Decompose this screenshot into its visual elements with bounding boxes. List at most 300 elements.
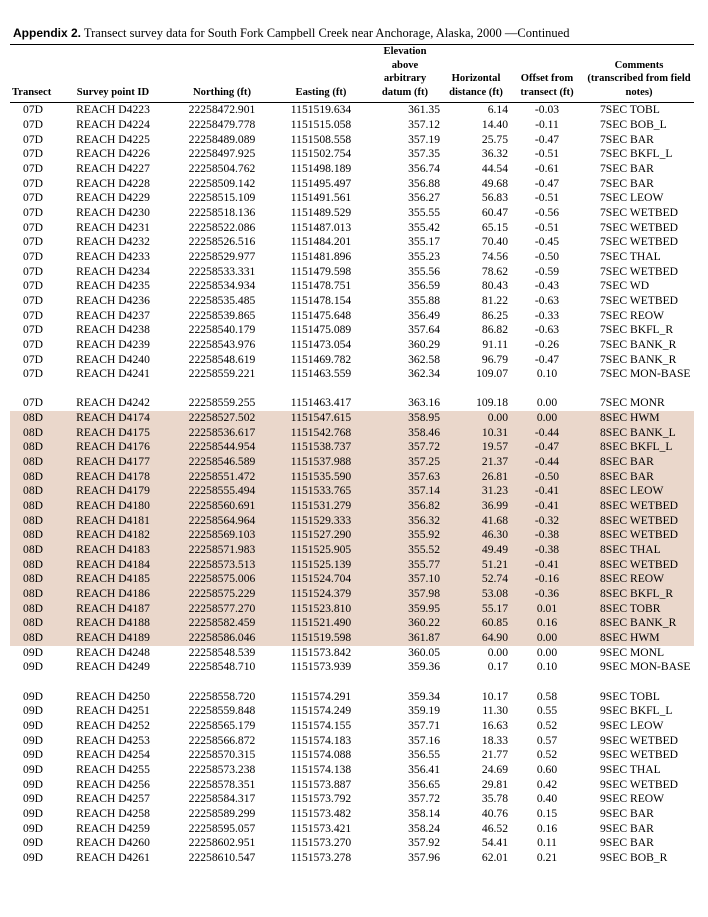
offset-cell: -0.47 — [534, 352, 560, 366]
horizontal-distance-cell: 6.14 — [487, 103, 508, 117]
northing-cell: 22258569.103 — [170, 528, 274, 543]
comment-cell: 9SEC BAR — [600, 836, 654, 850]
transect-cell: 09D — [23, 850, 43, 864]
easting-cell: 1151495.497 — [290, 176, 352, 190]
offset-cell: -0.50 — [510, 470, 584, 485]
table-row — [10, 470, 694, 485]
survey-point-cell: REACH D4255 — [76, 762, 150, 776]
table-row — [10, 162, 694, 177]
elevation-cell: 356.59 — [408, 279, 440, 293]
header-transect: Transect — [10, 45, 56, 103]
northing-cell: 22258555.494 — [170, 484, 274, 499]
table-row — [10, 704, 694, 719]
comment-cell: 7SEC THAL — [600, 249, 661, 263]
easting-cell: 1151473.054 — [290, 337, 352, 351]
easting-cell: 1151523.810 — [274, 602, 368, 617]
easting-cell: 1151533.765 — [274, 484, 368, 499]
northing-cell: 22258543.976 — [188, 337, 256, 351]
horizontal-distance-cell: 46.30 — [442, 528, 510, 543]
easting-cell: 1151502.754 — [290, 147, 352, 161]
offset-cell: 0.01 — [510, 602, 584, 617]
survey-point-cell: REACH D4175 — [56, 426, 170, 441]
offset-cell: 0.42 — [536, 777, 558, 791]
comment-cell: 7SEC WETBED — [600, 264, 679, 278]
elevation-cell: 357.72 — [368, 440, 442, 455]
table-row — [10, 221, 694, 236]
comment-cell: 9SEC BAR — [600, 806, 654, 820]
horizontal-distance-cell: 86.25 — [481, 308, 508, 322]
table-row — [10, 807, 694, 822]
elevation-cell: 358.46 — [368, 426, 442, 441]
easting-cell: 1151519.634 — [290, 103, 352, 117]
northing-cell: 22258566.872 — [188, 733, 256, 747]
transect-cell: 08D — [10, 411, 56, 426]
survey-point-cell: REACH D4182 — [56, 528, 170, 543]
survey-point-cell: REACH D4188 — [56, 616, 170, 631]
easting-cell: 1151481.896 — [290, 249, 352, 263]
northing-cell: 22258575.229 — [170, 587, 274, 602]
horizontal-distance-cell: 60.47 — [481, 205, 508, 219]
horizontal-distance-cell: 36.99 — [442, 499, 510, 514]
easting-cell: 1151515.058 — [290, 118, 352, 132]
header-offset: Offset from transect (ft) — [510, 45, 584, 103]
northing-cell: 22258522.086 — [188, 220, 256, 234]
transect-cell: 08D — [10, 558, 56, 573]
offset-cell: -0.03 — [534, 103, 560, 117]
survey-point-cell: REACH D4176 — [56, 440, 170, 455]
survey-point-cell: REACH D4229 — [76, 191, 150, 205]
offset-cell: -0.38 — [510, 528, 584, 543]
comment-cell: 7SEC BAR — [600, 176, 654, 190]
horizontal-distance-cell: 91.11 — [482, 337, 508, 351]
offset-cell: -0.43 — [534, 279, 560, 293]
horizontal-distance-cell: 86.82 — [481, 323, 508, 337]
elevation-cell: 359.34 — [408, 689, 440, 703]
offset-cell: 0.10 — [536, 660, 558, 674]
survey-point-cell: REACH D4236 — [76, 293, 150, 307]
transect-cell: 07D — [23, 176, 43, 190]
elevation-cell: 355.77 — [368, 558, 442, 573]
survey-point-cell: REACH D4260 — [76, 836, 150, 850]
horizontal-distance-cell: 0.00 — [442, 411, 510, 426]
comment-cell: 9SEC MON-BASE — [600, 660, 691, 674]
horizontal-distance-cell: 19.57 — [442, 440, 510, 455]
table-row — [10, 103, 694, 118]
northing-cell: 22258577.270 — [170, 602, 274, 617]
offset-cell: -0.63 — [534, 293, 560, 307]
survey-point-cell: REACH D4237 — [76, 308, 150, 322]
elevation-cell: 362.58 — [408, 352, 440, 366]
comment-cell: 7SEC LEOW — [600, 191, 664, 205]
table-row — [10, 279, 694, 294]
easting-cell: 1151521.490 — [274, 616, 368, 631]
easting-cell: 1151478.154 — [290, 293, 352, 307]
transect-cell: 09D — [23, 821, 43, 835]
northing-cell: 22258584.317 — [188, 792, 256, 806]
horizontal-distance-cell: 10.31 — [442, 426, 510, 441]
offset-cell: -0.47 — [510, 440, 584, 455]
comment-cell: 7SEC MON-BASE — [600, 367, 691, 381]
elevation-cell: 361.35 — [408, 103, 440, 117]
offset-cell: -0.44 — [510, 426, 584, 441]
horizontal-distance-cell: 40.76 — [481, 806, 508, 820]
offset-cell: -0.51 — [534, 220, 560, 234]
easting-cell: 1151573.792 — [290, 792, 352, 806]
survey-point-cell: REACH D4239 — [76, 337, 150, 351]
transect-survey-table — [10, 44, 694, 865]
transect-cell: 09D — [23, 836, 43, 850]
northing-cell: 22258479.778 — [188, 118, 256, 132]
northing-cell: 22258540.179 — [188, 323, 256, 337]
transect-cell: 08D — [10, 528, 56, 543]
survey-point-cell: REACH D4231 — [76, 220, 150, 234]
offset-cell: 0.60 — [536, 762, 558, 776]
easting-cell: 1151573.278 — [290, 850, 352, 864]
survey-point-cell: REACH D4189 — [56, 631, 170, 646]
horizontal-distance-cell: 24.69 — [481, 762, 508, 776]
elevation-cell: 355.55 — [408, 205, 440, 219]
northing-cell: 22258559.255 — [188, 396, 256, 410]
elevation-cell: 356.32 — [368, 514, 442, 529]
header-survey-point: Survey point ID — [56, 45, 170, 103]
easting-cell: 1151498.189 — [290, 162, 352, 175]
horizontal-distance-cell: 46.52 — [481, 821, 508, 835]
elevation-cell: 357.16 — [408, 733, 440, 747]
transect-cell: 08D — [10, 484, 56, 499]
comment-cell: 7SEC BOB_L — [600, 118, 667, 132]
comment-cell: 9SEC MONL — [600, 645, 665, 659]
easting-cell: 1151542.768 — [274, 426, 368, 441]
transect-cell: 07D — [23, 308, 43, 322]
comment-cell: 8SEC BANK_R — [584, 616, 694, 631]
northing-cell: 22258548.710 — [188, 660, 256, 674]
easting-cell: 1151538.737 — [274, 440, 368, 455]
survey-point-cell: REACH D4261 — [76, 850, 150, 864]
easting-cell: 1151475.648 — [290, 308, 352, 322]
elevation-cell: 356.74 — [408, 162, 440, 175]
northing-cell: 22258573.238 — [188, 762, 256, 776]
transect-cell: 09D — [23, 718, 43, 732]
table-row — [10, 631, 694, 646]
northing-cell: 22258595.057 — [188, 821, 256, 835]
offset-cell: -0.11 — [535, 118, 559, 132]
horizontal-distance-cell: 109.07 — [476, 367, 508, 381]
easting-cell: 1151573.887 — [290, 777, 352, 791]
transect-cell: 08D — [10, 455, 56, 470]
survey-point-cell: REACH D4249 — [76, 660, 150, 674]
easting-cell: 1151573.482 — [290, 806, 352, 820]
elevation-cell: 356.88 — [408, 176, 440, 190]
survey-point-cell: REACH D4178 — [56, 470, 170, 485]
horizontal-distance-cell: 21.77 — [481, 748, 508, 762]
elevation-cell: 360.29 — [408, 337, 440, 351]
table-row — [10, 602, 694, 617]
northing-cell: 22258571.983 — [170, 543, 274, 558]
transect-cell: 07D — [23, 103, 43, 117]
table-row — [10, 543, 694, 558]
comment-cell: 8SEC LEOW — [584, 484, 694, 499]
easting-cell: 1151463.559 — [290, 367, 352, 381]
comment-cell: 8SEC WETBED — [584, 558, 694, 573]
offset-cell: -0.41 — [510, 484, 584, 499]
table-row — [10, 455, 694, 470]
easting-cell: 1151547.615 — [274, 411, 368, 426]
transect-cell: 09D — [23, 660, 43, 674]
survey-point-cell: REACH D4174 — [56, 411, 170, 426]
transect-cell: 08D — [10, 543, 56, 558]
table-row — [10, 353, 694, 368]
header-horizontal-distance: Horizontal distance (ft) — [442, 45, 510, 103]
offset-cell: -0.63 — [534, 323, 560, 337]
northing-cell: 22258548.619 — [188, 352, 256, 366]
comment-cell: 9SEC TOBL — [600, 689, 660, 703]
offset-cell: -0.56 — [534, 205, 560, 219]
horizontal-distance-cell: 35.78 — [481, 792, 508, 806]
northing-cell: 22258497.925 — [188, 147, 256, 161]
table-row — [10, 660, 694, 689]
table-row — [10, 411, 694, 426]
survey-point-cell: REACH D4179 — [56, 484, 170, 499]
transect-cell: 09D — [23, 689, 43, 703]
survey-point-cell: REACH D4223 — [76, 103, 150, 117]
elevation-cell: 358.95 — [368, 411, 442, 426]
comment-cell: 9SEC WETBED — [600, 748, 679, 762]
transect-cell: 07D — [23, 205, 43, 219]
northing-cell: 22258504.762 — [188, 162, 256, 175]
northing-cell: 22258589.299 — [188, 806, 256, 820]
horizontal-distance-cell: 41.68 — [442, 514, 510, 529]
transect-cell: 09D — [23, 704, 43, 718]
offset-cell: 0.16 — [510, 616, 584, 631]
table-row — [10, 851, 694, 866]
easting-cell: 1151574.155 — [290, 718, 352, 732]
comment-cell: 8SEC WETBED — [584, 499, 694, 514]
comment-cell: 9SEC WETBED — [600, 733, 679, 747]
offset-cell: 0.10 — [536, 367, 558, 381]
table-row — [10, 177, 694, 192]
offset-cell: 0.55 — [536, 704, 558, 718]
comment-cell: 8SEC WETBED — [584, 514, 694, 529]
easting-cell: 1151531.279 — [274, 499, 368, 514]
table-row — [10, 367, 694, 396]
elevation-cell: 360.05 — [408, 645, 440, 659]
horizontal-distance-cell: 65.15 — [481, 220, 508, 234]
transect-cell: 07D — [23, 162, 43, 175]
offset-cell: -0.51 — [534, 191, 560, 205]
easting-cell: 1151491.561 — [290, 191, 352, 205]
table-row — [10, 572, 694, 587]
horizontal-distance-cell: 29.81 — [481, 777, 508, 791]
elevation-cell: 357.12 — [408, 118, 440, 132]
easting-cell: 1151574.088 — [290, 748, 352, 762]
easting-cell: 1151573.939 — [290, 660, 352, 674]
survey-point-cell: REACH D4186 — [56, 587, 170, 602]
table-row — [10, 792, 694, 807]
offset-cell: 0.00 — [510, 631, 584, 646]
elevation-cell: 357.35 — [408, 147, 440, 161]
comment-cell: 8SEC WETBED — [584, 528, 694, 543]
horizontal-distance-cell: 16.63 — [481, 718, 508, 732]
comment-cell: 7SEC BAR — [600, 132, 654, 146]
horizontal-distance-cell: 26.81 — [442, 470, 510, 485]
survey-point-cell: REACH D4257 — [76, 792, 150, 806]
northing-cell: 22258533.331 — [188, 264, 256, 278]
easting-cell: 1151574.249 — [290, 704, 352, 718]
elevation-cell: 357.92 — [408, 836, 440, 850]
table-row — [10, 822, 694, 837]
title-text: Transect survey data for South Fork Campbell Creek near Anchorage, Alaska, 2000 —Continued — [83, 26, 570, 40]
transect-cell: 07D — [23, 396, 43, 410]
horizontal-distance-cell: 109.18 — [476, 396, 508, 410]
horizontal-distance-cell: 21.37 — [442, 455, 510, 470]
survey-point-cell: REACH D4238 — [76, 323, 150, 337]
elevation-cell: 357.10 — [368, 572, 442, 587]
elevation-cell: 356.55 — [408, 748, 440, 762]
transect-cell: 07D — [23, 249, 43, 263]
northing-cell: 22258565.179 — [188, 718, 256, 732]
elevation-cell: 357.19 — [408, 132, 440, 146]
offset-cell: 0.16 — [536, 821, 558, 835]
comment-cell: 7SEC BANK_R — [600, 352, 677, 366]
northing-cell: 22258544.954 — [170, 440, 274, 455]
elevation-cell: 357.64 — [408, 323, 440, 337]
transect-cell: 07D — [23, 352, 43, 366]
elevation-cell: 356.82 — [368, 499, 442, 514]
horizontal-distance-cell: 0.00 — [487, 645, 508, 659]
easting-cell: 1151537.988 — [274, 455, 368, 470]
northing-cell: 22258575.006 — [170, 572, 274, 587]
table-row — [10, 499, 694, 514]
table-row — [10, 528, 694, 543]
elevation-cell: 355.92 — [368, 528, 442, 543]
horizontal-distance-cell: 44.54 — [481, 162, 508, 175]
table-row — [10, 778, 694, 793]
elevation-cell: 361.87 — [368, 631, 442, 646]
northing-cell: 22258551.472 — [170, 470, 274, 485]
elevation-cell: 355.23 — [408, 249, 440, 263]
elevation-cell: 359.95 — [368, 602, 442, 617]
table-body — [10, 103, 694, 866]
horizontal-distance-cell: 18.33 — [481, 733, 508, 747]
elevation-cell: 355.17 — [408, 235, 440, 249]
survey-point-cell: REACH D4235 — [76, 279, 150, 293]
northing-cell: 22258582.459 — [170, 616, 274, 631]
transect-cell: 07D — [23, 118, 43, 132]
transect-cell: 07D — [23, 264, 43, 278]
easting-cell: 1151529.333 — [274, 514, 368, 529]
offset-cell: -0.59 — [534, 264, 560, 278]
table-row — [10, 763, 694, 778]
comment-cell: 7SEC WETBED — [600, 293, 679, 307]
survey-point-cell: REACH D4225 — [76, 132, 150, 146]
transect-cell: 07D — [23, 337, 43, 351]
table-row — [10, 235, 694, 250]
survey-point-cell: REACH D4240 — [76, 352, 150, 366]
table-row — [10, 690, 694, 705]
northing-cell: 22258518.136 — [188, 205, 256, 219]
northing-cell: 22258559.221 — [188, 367, 256, 381]
offset-cell: 0.52 — [536, 748, 558, 762]
comment-cell: 7SEC BAR — [600, 162, 654, 175]
transect-cell: 08D — [10, 470, 56, 485]
elevation-cell: 356.65 — [408, 777, 440, 791]
survey-point-cell: REACH D4232 — [76, 235, 150, 249]
table-row — [10, 206, 694, 221]
northing-cell: 22258578.351 — [188, 777, 256, 791]
transect-cell: 07D — [23, 279, 43, 293]
offset-cell: -0.33 — [534, 308, 560, 322]
easting-cell: 1151574.138 — [290, 762, 352, 776]
comment-cell: 8SEC REOW — [584, 572, 694, 587]
transect-cell: 07D — [23, 191, 43, 205]
table-row — [10, 587, 694, 602]
survey-point-cell: REACH D4241 — [76, 367, 150, 381]
offset-cell: -0.47 — [534, 132, 560, 146]
elevation-cell: 357.98 — [368, 587, 442, 602]
table-row — [10, 323, 694, 338]
survey-point-cell: REACH D4230 — [76, 205, 150, 219]
transect-cell: 08D — [10, 602, 56, 617]
comment-cell: 7SEC MONR — [600, 396, 665, 410]
comment-cell: 7SEC WETBED — [600, 235, 679, 249]
northing-cell: 22258489.089 — [188, 132, 256, 146]
horizontal-distance-cell: 96.79 — [481, 352, 508, 366]
horizontal-distance-cell: 31.23 — [442, 484, 510, 499]
easting-cell: 1151478.751 — [290, 279, 352, 293]
survey-point-cell: REACH D4258 — [76, 806, 150, 820]
northing-cell: 22258546.589 — [170, 455, 274, 470]
comment-cell: 8SEC THAL — [584, 543, 694, 558]
offset-cell: 0.40 — [536, 792, 558, 806]
transect-cell: 07D — [23, 235, 43, 249]
appendix-label: Appendix 2. — [13, 26, 82, 40]
survey-point-cell: REACH D4183 — [56, 543, 170, 558]
transect-cell: 08D — [10, 426, 56, 441]
comment-cell: 7SEC BKFL_L — [600, 147, 673, 161]
easting-cell: 1151489.529 — [290, 205, 352, 219]
northing-cell: 22258559.848 — [188, 704, 256, 718]
survey-point-cell: REACH D4226 — [76, 147, 150, 161]
offset-cell: -0.26 — [534, 337, 560, 351]
transect-cell: 07D — [23, 293, 43, 307]
offset-cell: -0.41 — [510, 499, 584, 514]
northing-cell: 22258548.539 — [188, 645, 256, 659]
comment-cell: 7SEC TOBL — [600, 103, 660, 117]
survey-point-cell: REACH D4224 — [76, 118, 150, 132]
northing-cell: 22258472.901 — [188, 103, 256, 117]
horizontal-distance-cell: 55.17 — [442, 602, 510, 617]
survey-point-cell: REACH D4187 — [56, 602, 170, 617]
table-row — [10, 309, 694, 324]
horizontal-distance-cell: 64.90 — [442, 631, 510, 646]
offset-cell: 0.00 — [536, 396, 558, 410]
horizontal-distance-cell: 74.56 — [481, 249, 508, 263]
table-row — [10, 836, 694, 851]
horizontal-distance-cell: 70.40 — [481, 235, 508, 249]
elevation-cell: 358.24 — [408, 821, 440, 835]
elevation-cell: 359.19 — [408, 704, 440, 718]
survey-point-cell: REACH D4248 — [76, 645, 150, 659]
table-row — [10, 118, 694, 133]
easting-cell: 1151535.590 — [274, 470, 368, 485]
survey-point-cell: REACH D4256 — [76, 777, 150, 791]
survey-point-cell: REACH D4227 — [76, 162, 150, 175]
elevation-cell: 363.16 — [408, 396, 440, 410]
offset-cell: -0.51 — [534, 147, 560, 161]
horizontal-distance-cell: 52.74 — [442, 572, 510, 587]
transect-cell: 09D — [23, 645, 43, 659]
offset-cell: -0.47 — [534, 176, 560, 190]
